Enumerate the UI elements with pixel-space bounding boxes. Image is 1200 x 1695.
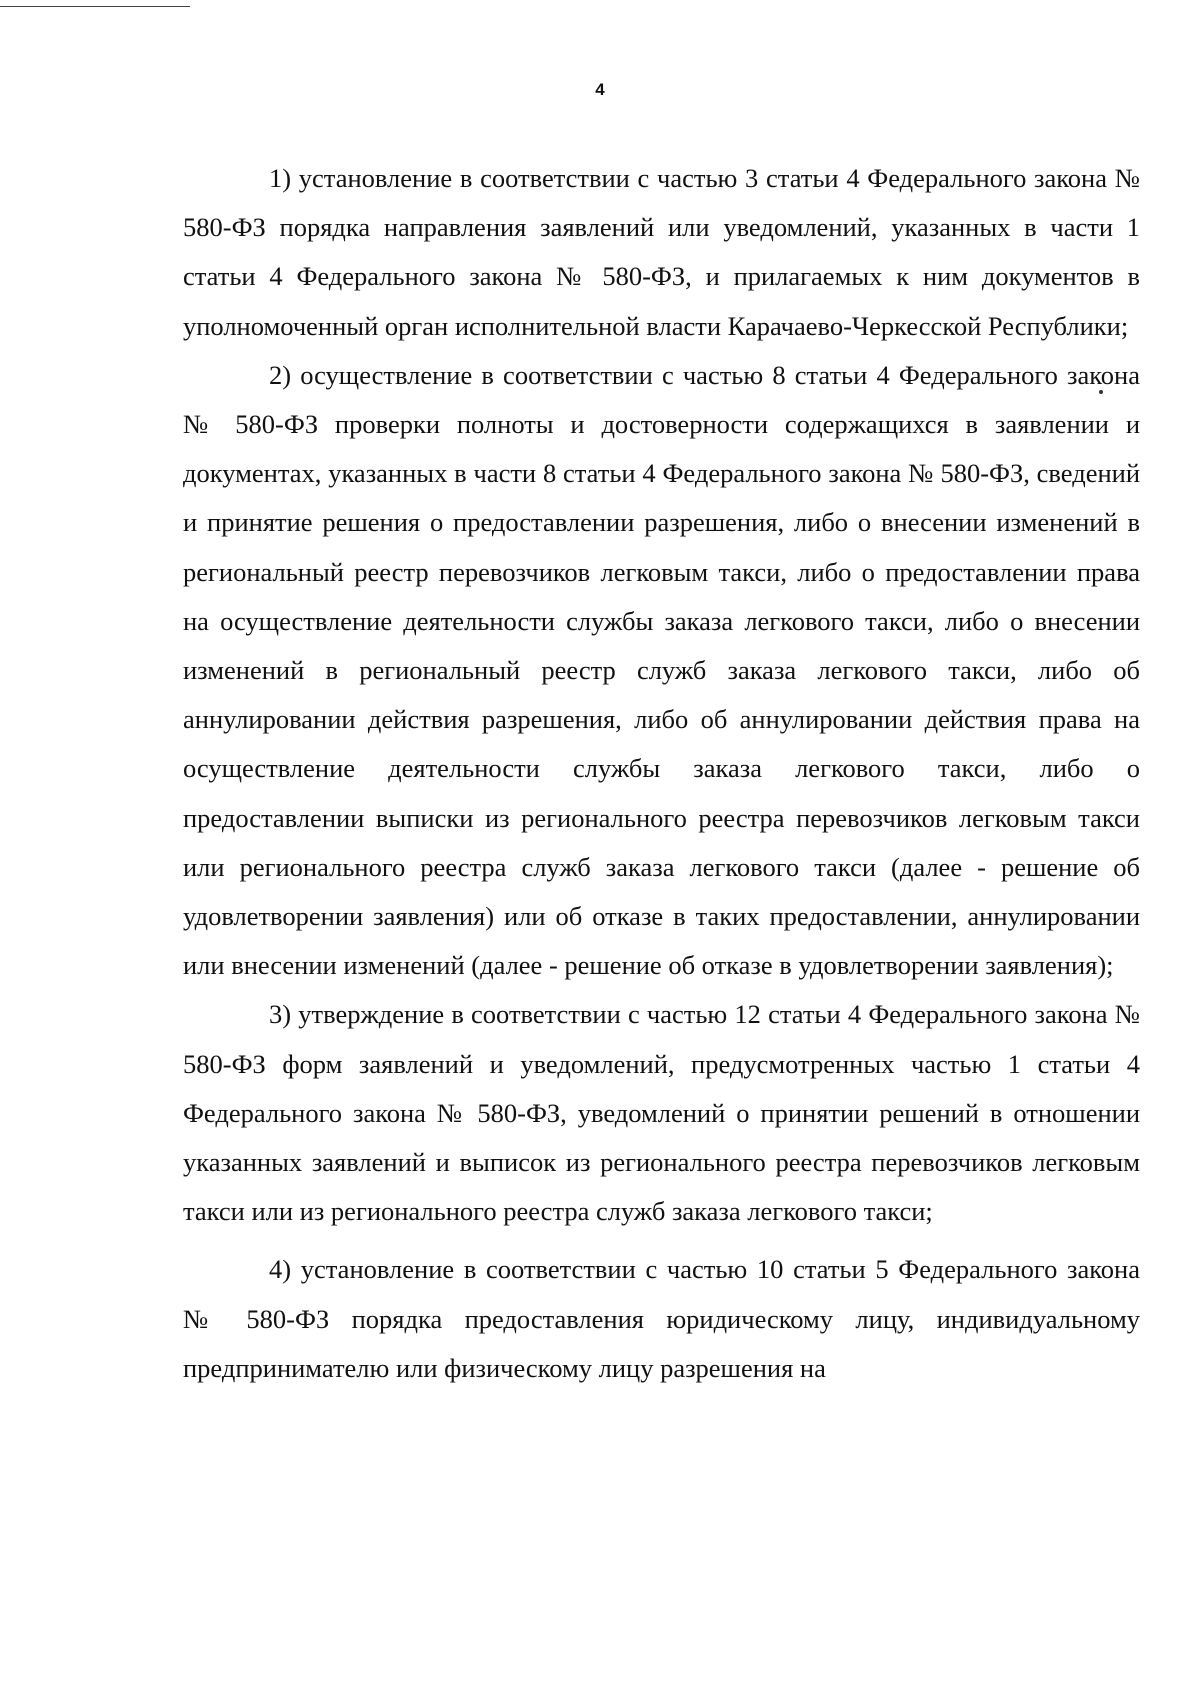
scan-speck: [1099, 390, 1103, 394]
paragraph-item-4: 4) установление в соответствии с частью 10 статьи 5 Федерального закона № 580-ФЗ порядка предоставления юридическому лицу, индивидуальному предпринимателю или физическому лицу разрешения на: [183, 1254, 1140, 1383]
paragraph-item-2: 2) осуществление в соответствии с частью 8 статьи 4 Федерального закона № 580-ФЗ проверки полноты и достоверности содержащихся в заявлении и документах, указанных в части 8 статьи 4 Федерального закона № 580-ФЗ, сведений и принятие решения о предоставлении разрешения, либо о внесении изменений в региональный реестр перевозчиков легковым такси, либо о предоставлении права на осуществление деятельности службы заказа легкового такси, либо о внесении изменений в региональный реестр служб заказа легкового такси, либо об аннулировании действия разрешения, либо об аннулировании действия права на осуществление деятельности службы заказа легкового такси, либо о предоставлении выписки из регионального реестра перевозчиков легковым такси или регионального реестра служб заказа легкового такси (далее - решение об удовлетворении заявления) или об отказе в таких предоставлении, аннулировании или внесении изменений (далее - решение об отказе в удовлетворении заявления);: [183, 359, 1140, 981]
scan-edge-line: [0, 6, 190, 7]
page-number: 4: [595, 80, 605, 99]
document-body: [183, 154, 1140, 1393]
paragraph-item-1: 1) установление в соответствии с частью 3 статьи 4 Федерального закона № 580-ФЗ порядка направления заявлений или уведомлений, указанных в части 1 статьи 4 Федерального закона № 580-ФЗ, и прилагаемых к ним документов в уполномоченный орган исполнительной власти Карачаево-Черкесской Республики;: [183, 163, 1140, 341]
paragraph-item-3: 3) утверждение в соответствии с частью 12 статьи 4 Федерального закона № 580-ФЗ форм заявлений и уведомлений, предусмотренных частью 1 статьи 4 Федерального закона № 580-ФЗ, уведомлений о принятии решений в отношении указанных заявлений и выписок из регионального реестра перевозчиков легковым такси или из регионального реестра служб заказа легкового такси;: [183, 999, 1140, 1227]
